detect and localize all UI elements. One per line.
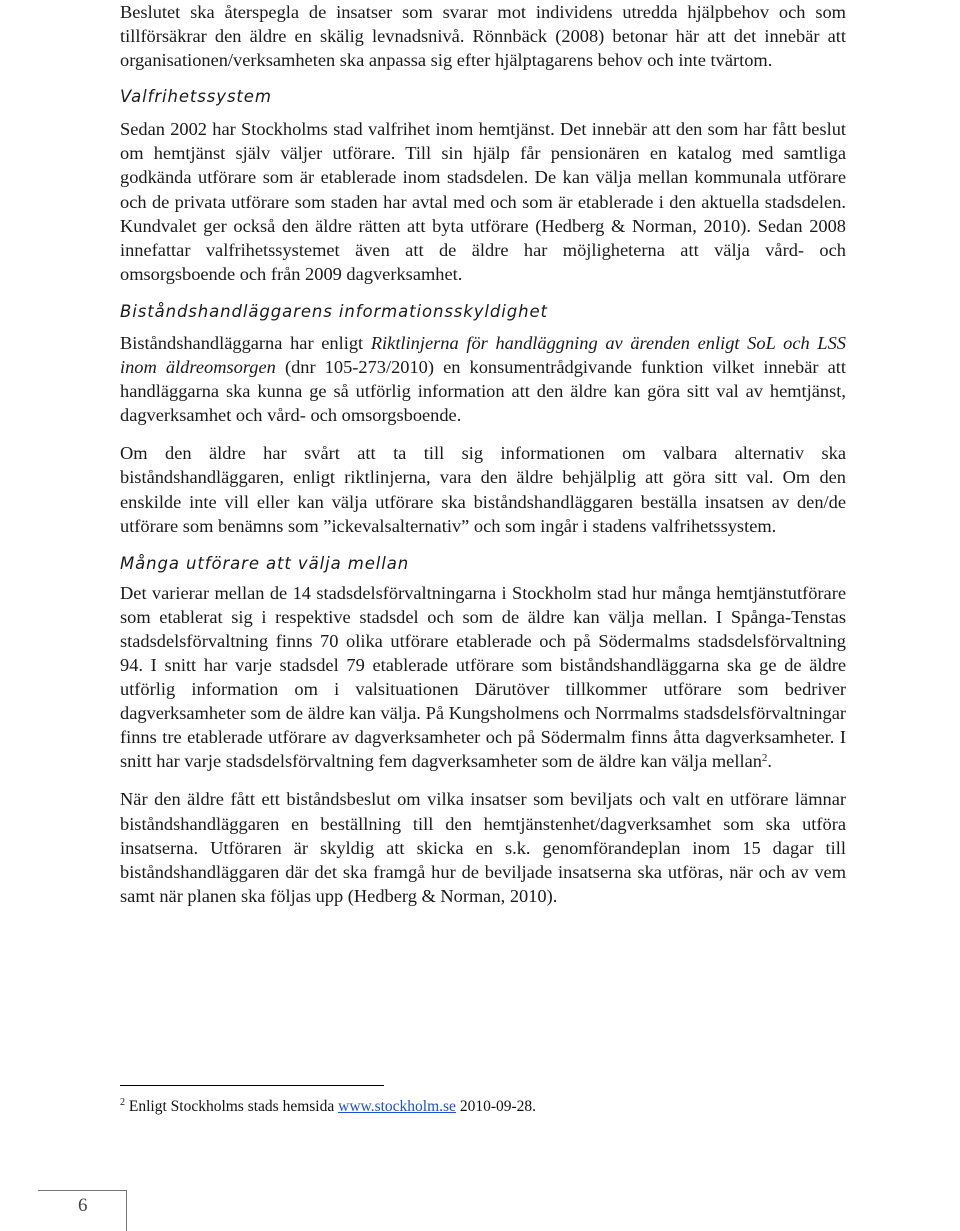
manga-text-end: . xyxy=(767,751,773,772)
bistand-text-end: (dnr 105-273/2010) en konsumentrådgivande funktion vilket innebär att handläggarna ska kunna ge så utförlig information att den äldre kan göra sitt val av hemtjänst, dagverksamhet och vård- och omsorgsboende. xyxy=(120,357,847,426)
heading-informationsskyldighet: Biståndshandläggarens informationsskyldighet xyxy=(120,301,548,321)
bistand-paragraph-1 xyxy=(120,331,846,427)
valfrihet-paragraph: Sedan 2002 har Stockholms stad valfrihet inom hemtjänst. Det innebär att den som har fått beslut om hemtjänst själv väljer utförare. Till sin hjälp får pensionären en katalog med samtliga godkända utförare som är etablerade inom stadsdelen. De kan välja mellan kommunala utförare och de privata utförare som staden har avtal med och som är etablerade i den aktuella stadsdelen. Kundvalet ger också den äldre rätten att byta utförare (Hedberg & Norman, 2010). Sedan 2008 innefattar valfrihetssystemet även att de äldre har möjligheterna att välja vård- och omsorgsboende och från 2009 dagverksamhet. xyxy=(120,119,846,284)
document-body xyxy=(120,0,846,908)
bistand-paragraph-2: Om den äldre har svårt att ta till sig informationen om valbara alternativ ska biståndshandläggaren, enligt riktlinjerna, vara den äldre behjälplig att göra sitt val. Om den enskilde inte vill eller kan välja utförare ska biståndshandläggaren beställa insatsen av den/de utförare som benämns som ”ickevalsalternativ” och som ingår i stadens valfrihetssystem. xyxy=(120,443,846,536)
heading-manga-utforare: Många utförare att välja mellan xyxy=(120,553,410,573)
riktlinjer-title: Riktlinjerna för handläggning av ärenden enligt SoL och LSS inom äldreomsorgen xyxy=(120,332,846,378)
footnote-text: Enligt Stockholms stads hemsida xyxy=(125,1098,339,1115)
stockholm-link[interactable]: www.stockholm.se xyxy=(338,1098,456,1115)
heading-valfrihetssystem: Valfrihetssystem xyxy=(120,87,272,107)
footnote xyxy=(120,1097,536,1117)
intro-paragraph: Beslutet ska återspegla de insatser som svarar mot individens utredda hjälpbehov och som tillförsäkrar den äldre en skälig levnadsnivå. Rönnbäck (2008) betonar här att det innebär att organisationen/verksamheten ska anpassa sig efter hjälptagarens behov och inte tvärtom. xyxy=(120,2,846,71)
page-number: 6 xyxy=(78,1195,88,1216)
manga-text: Det varierar mellan de 14 stadsdelsförvaltningarna i Stockholm stad hur många hemtjänstutförare som etablerat sig i respektive stadsdel och som de äldre kan välja mellan. I Spånga-Tenstas stadsdelsförvaltning finns 70 olika utförare etablerade och på Södermalms stadsdelsförvaltning 94. I snitt har varje stadsdel 79 etablerade utförare som biståndshandläggarna ska ge de äldre utförlig information om i valsituationen Därutöver tillkommer utförare som bedriver dagverksamheter som de äldre kan välja. På Kungsholmens och Norrmalms stadsdelsförvaltningar finns tre etablerade utförare av dagverksamheter och på Södermalm finns åtta dagverksamheter. I snitt har varje stadsdelsförvaltning fem dagverksamheter som de äldre kan välja mellan xyxy=(120,582,846,772)
footnote-date: 2010-09-28. xyxy=(455,1098,537,1115)
manga-paragraph-2: När den äldre fått ett biståndsbeslut om vilka insatser som beviljats och valt en utförare lämnar biståndshandläggaren en beställning till den hemtjänstenhet/dagverksamhet som ska utföra insatserna. Utföraren är skyldig att skicka en s.k. genomförandeplan inom 15 dagar till biståndshandläggaren där det ska framgå hur de beviljade insatserna ska utföras, när och av vem samt när planen ska följas upp (Hedberg & Norman, 2010). xyxy=(120,789,846,906)
manga-paragraph-1 xyxy=(120,581,846,774)
bistand-text-start: Biståndshandläggarna har enligt xyxy=(120,332,371,353)
footnote-number: 2 xyxy=(120,1097,125,1108)
footnote-divider xyxy=(120,1085,384,1086)
footnote-reference[interactable]: 2 xyxy=(761,752,768,765)
